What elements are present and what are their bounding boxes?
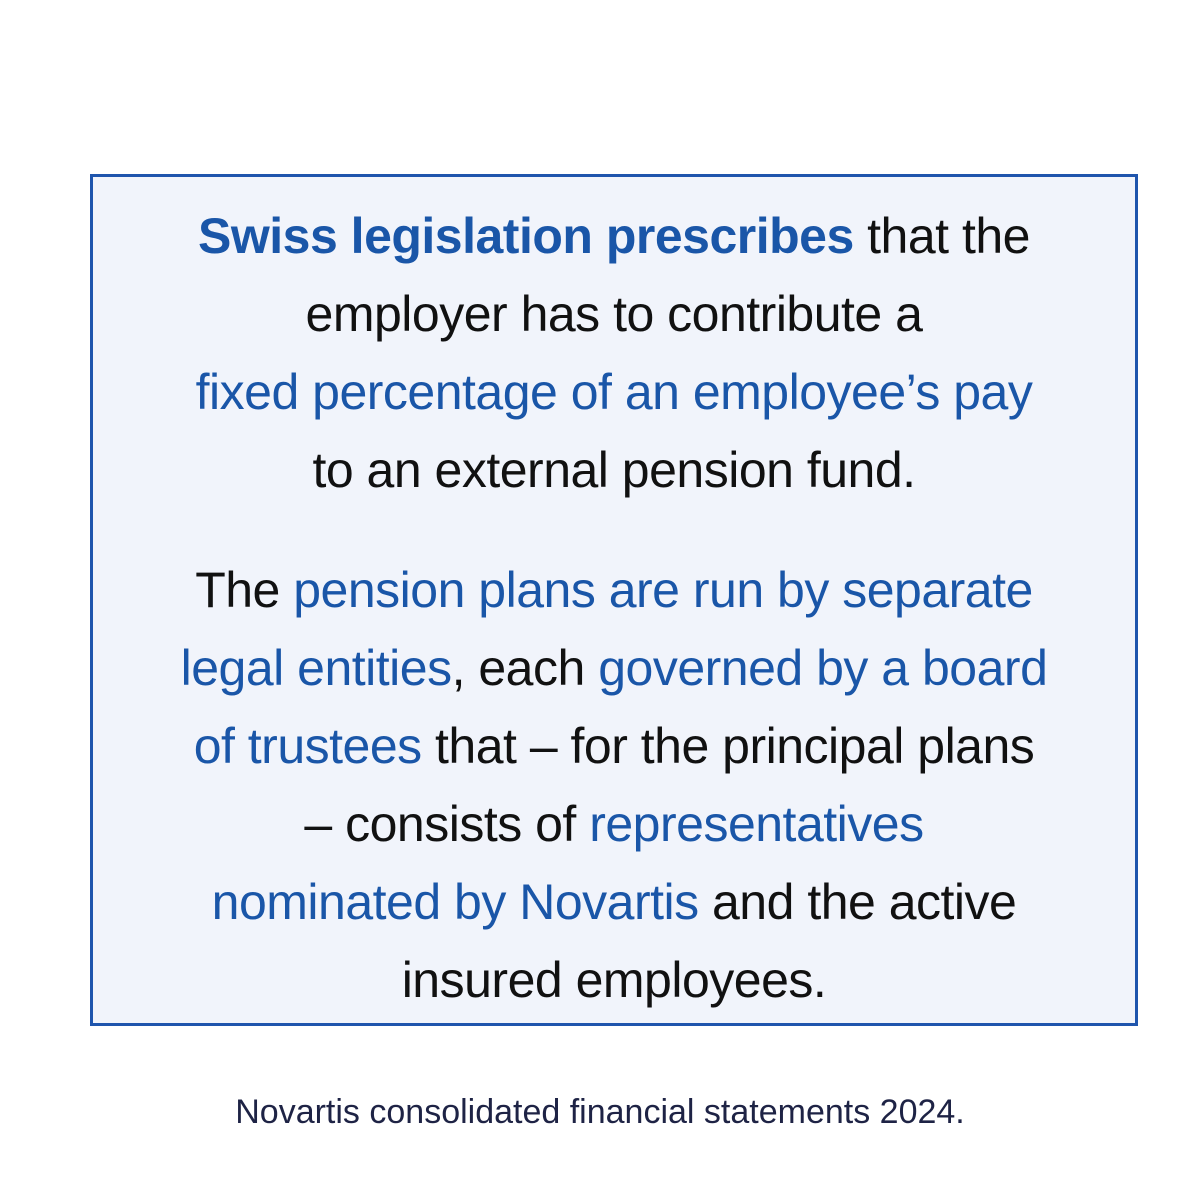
highlight-text: Swiss legislation prescribes — [198, 208, 854, 264]
quote-paragraph-2 — [93, 551, 1135, 1019]
quote-paragraph-1 — [93, 197, 1135, 509]
highlight-text: nominated by Novartis — [211, 874, 699, 930]
quote-line: to an external pension fund. — [312, 442, 916, 498]
source-caption: Novartis consolidated financial statements 2024. — [235, 1093, 965, 1131]
quote-box — [90, 174, 1138, 1026]
body-text: – consists of — [304, 796, 590, 852]
highlight-text: governed by a board — [598, 640, 1048, 696]
highlight-text: pension plans are run by separate — [293, 562, 1033, 618]
highlight-text: representatives — [589, 796, 924, 852]
highlight-text: fixed percentage of an employee’s pay — [195, 364, 1033, 420]
quote-line: employer has to contribute a — [305, 286, 923, 342]
body-text: and the active — [698, 874, 1017, 930]
quote-line — [93, 629, 1135, 707]
highlight-text: legal entities — [180, 640, 452, 696]
body-text: , each — [451, 640, 599, 696]
body-text: The — [195, 562, 294, 618]
highlight-text: of trustees — [193, 718, 422, 774]
body-text: that the — [853, 208, 1030, 264]
quote-line — [93, 197, 1135, 275]
body-text: that – for the principal plans — [421, 718, 1035, 774]
quote-line — [93, 785, 1135, 863]
quote-line — [93, 551, 1135, 629]
quote-line — [93, 707, 1135, 785]
quote-line: insured employees. — [401, 952, 827, 1008]
quote-line — [93, 863, 1135, 941]
